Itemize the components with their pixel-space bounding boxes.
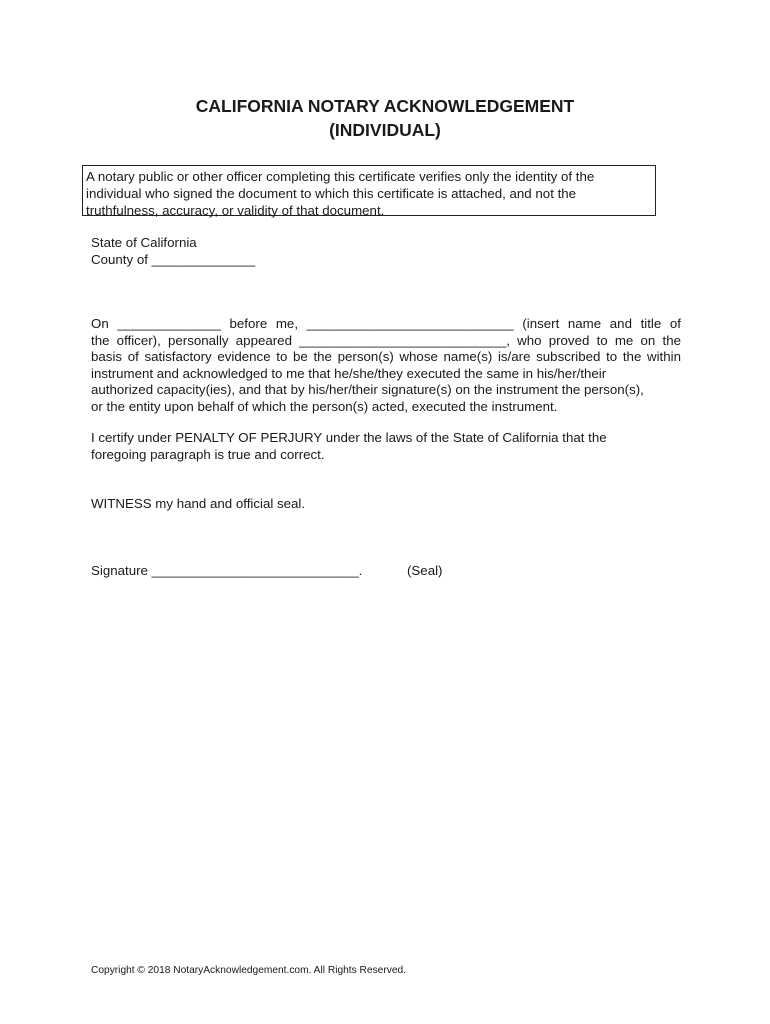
seal-label: (Seal) (407, 563, 443, 578)
witness-line: WITNESS my hand and official seal. (91, 496, 306, 511)
notice-box (82, 165, 656, 216)
acknowledgment-line: basis of satisfactory evidence to be the person(s) whose name(s) is/are subscribed to the within (91, 349, 681, 364)
copyright-footer: Copyright © 2018 NotaryAcknowledgement.com. All Rights Reserved. (91, 965, 406, 976)
venue-block (91, 235, 255, 268)
acknowledgment-line: instrument and acknowledged to me that he/she/they executed the same in his/her/their (91, 365, 607, 381)
acknowledgment-line: or the entity upon behalf of which the person(s) acted, executed the instrument. (91, 398, 558, 414)
signature-line: Signature ____________________________. (91, 563, 363, 578)
notice-line: individual who signed the document to which this certificate is attached, and not the (86, 186, 577, 201)
certification-line: I certify under PENALTY OF PERJURY under the laws of the State of California that the (91, 430, 607, 445)
notice-line: truthfulness, accuracy, or validity of that document. (86, 203, 385, 218)
certification-line: foregoing paragraph is true and correct. (91, 446, 325, 462)
document-title: CALIFORNIA NOTARY ACKNOWLEDGEMENT (195, 96, 575, 116)
county-line: County of ______________ (91, 251, 256, 267)
acknowledgment-paragraph (91, 316, 681, 415)
acknowledgment-line: the officer), personally appeared ____________________________, who proved to me on the (91, 332, 681, 348)
document-subtitle: (INDIVIDUAL) (329, 120, 441, 140)
certification-paragraph (91, 430, 607, 463)
notice-line: A notary public or other officer completing this certificate verifies only the identity of the (86, 169, 595, 184)
acknowledgment-line: On ______________ before me, ____________________________ (insert name and title of (91, 316, 681, 331)
acknowledgment-line: authorized capacity(ies), and that by his/her/their signature(s) on the instrument the person(s), (91, 382, 644, 397)
state-line: State of California (91, 235, 197, 250)
